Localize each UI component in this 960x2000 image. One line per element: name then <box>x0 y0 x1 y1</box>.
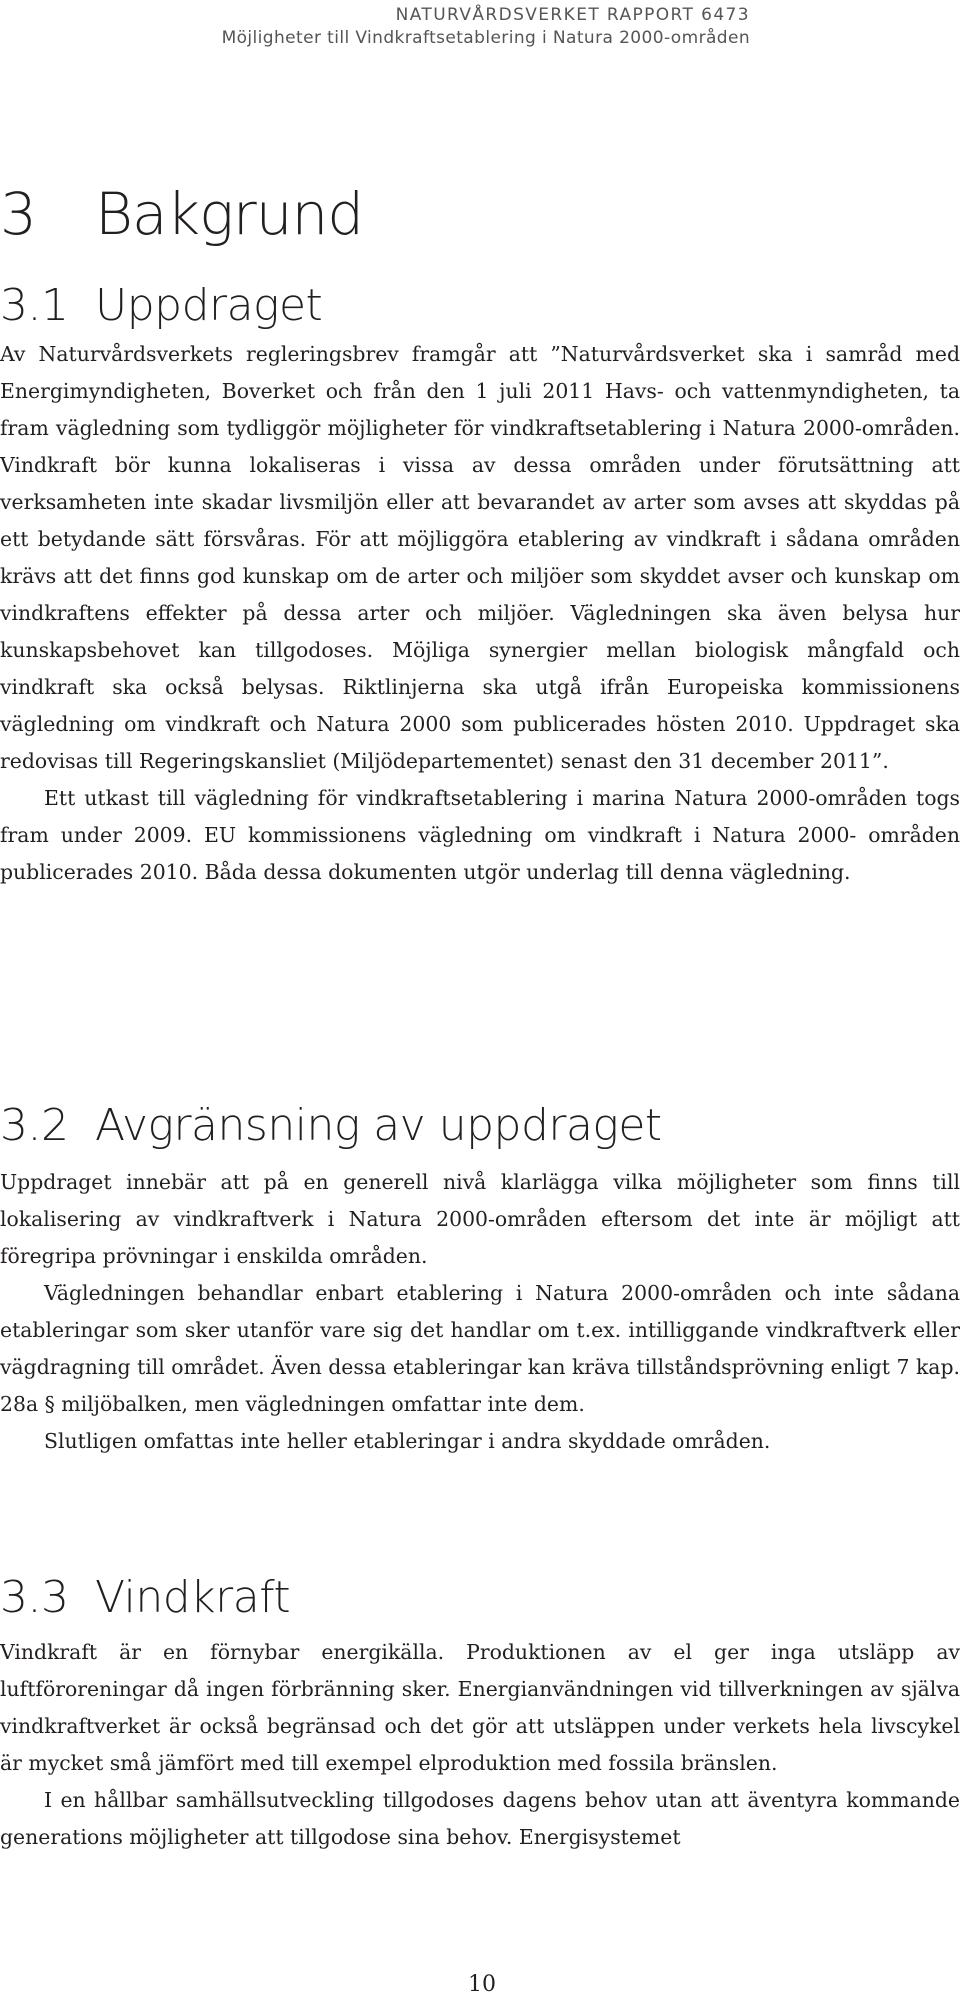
section-number: 3.2 <box>0 1100 69 1151</box>
running-header <box>222 4 750 50</box>
section-number: 3.3 <box>0 1572 69 1623</box>
section-title: Vindkraft <box>95 1572 291 1623</box>
section-body-3-3 <box>0 1634 960 1856</box>
chapter-number: 3 <box>0 180 36 248</box>
section-title: Avgränsning av uppdraget <box>95 1100 662 1151</box>
section-heading-3-1 <box>0 280 322 331</box>
section-number: 3.1 <box>0 280 69 331</box>
report-subtitle: Möjligheter till Vindkraftsetablering i Natura 2000-områden <box>221 28 750 48</box>
chapter-heading <box>0 180 363 248</box>
section-body-3-2 <box>0 1164 960 1460</box>
section-body-3-1 <box>0 336 960 891</box>
section-heading-3-2 <box>0 1100 662 1151</box>
paragraph: Slutligen omfattas inte heller etableringar i andra skyddade områden. <box>44 1429 771 1453</box>
paragraph: Ett utkast till vägledning för vindkraftsetablering i marina Natura 2000-områden togs fram under 2009. EU kommissionens vägledning om vindkraft i Natura 2000- områden publicerades 2010. Båda dessa dokumenten utgör underlag till denna vägledning. <box>0 786 960 884</box>
chapter-title: Bakgrund <box>95 180 364 248</box>
paragraph: Vindkraft är en förnybar energikälla. Produktionen av el ger inga utsläpp av luftföroreningar då ingen förbränning sker. Energianvändningen vid tillverkningen av själva vindkraftverket är också begränsad och det gör att utsläppen under verkets hela livscykel är mycket små jämfört med till exempel elproduktion med fossila bränslen. <box>0 1640 960 1775</box>
paragraph: Vägledningen behandlar enbart etablering i Natura 2000-områden och inte sådana etableringar som sker utanför vare sig det handlar om t.ex. intilliggande vindkraftverk eller vägdragning till området. Även dessa etableringar kan kräva tillståndsprövning enligt 7 kap. 28a § miljöbalken, men vägledningen omfattar inte dem. <box>0 1281 960 1416</box>
report-title: NATURVÅRDSVERKET RAPPORT 6473 <box>395 5 750 25</box>
section-title: Uppdraget <box>95 280 323 331</box>
paragraph: Uppdraget innebär att på en generell nivå klarlägga vilka möjligheter som finns till lokalisering av vindkraftverk i Natura 2000-områden eftersom det inte är möjligt att föregripa prövningar i enskilda områden. <box>0 1170 960 1268</box>
paragraph: I en hållbar samhällsutveckling tillgodoses dagens behov utan att äventyra kommande generations möjligheter att tillgodose sina behov. Energisystemet <box>0 1788 960 1849</box>
paragraph: Av Naturvårdsverkets regleringsbrev framgår att ”Naturvårdsverket ska i samråd med Energimyndigheten, Boverket och från den 1 juli 2011 Havs- och vattenmyndigheten, ta fram vägledning som tydliggör möjligheter för vindkraftsetablering i Natura 2000-områden. Vindkraft bör kunna lokaliseras i vissa av dessa områden under förutsättning att verksamheten inte skadar livsmiljön eller att bevarandet av arter som avses att skyddas på ett betydande sätt försvåras. För att möjliggöra etablering av vindkraft i sådana områden krävs att det finns god kunskap om de arter och miljöer som skyddet avser och kunskap om vindkraftens effekter på dessa arter och miljöer. Vägledningen ska även belysa hur kunskapsbehovet kan tillgodoses. Möjliga synergier mellan biologisk mångfald och vindkraft ska också belysas. Riktlinjerna ska utgå ifrån Europeiska kommissionens vägledning om vindkraft och Natura 2000 som publicerades hösten 2010. Uppdraget ska redovisas till Regeringskansliet (Miljödepartementet) senast den 31 december 2011”. <box>0 342 960 773</box>
page-number: 10 <box>468 1972 496 1997</box>
section-heading-3-3 <box>0 1572 290 1623</box>
